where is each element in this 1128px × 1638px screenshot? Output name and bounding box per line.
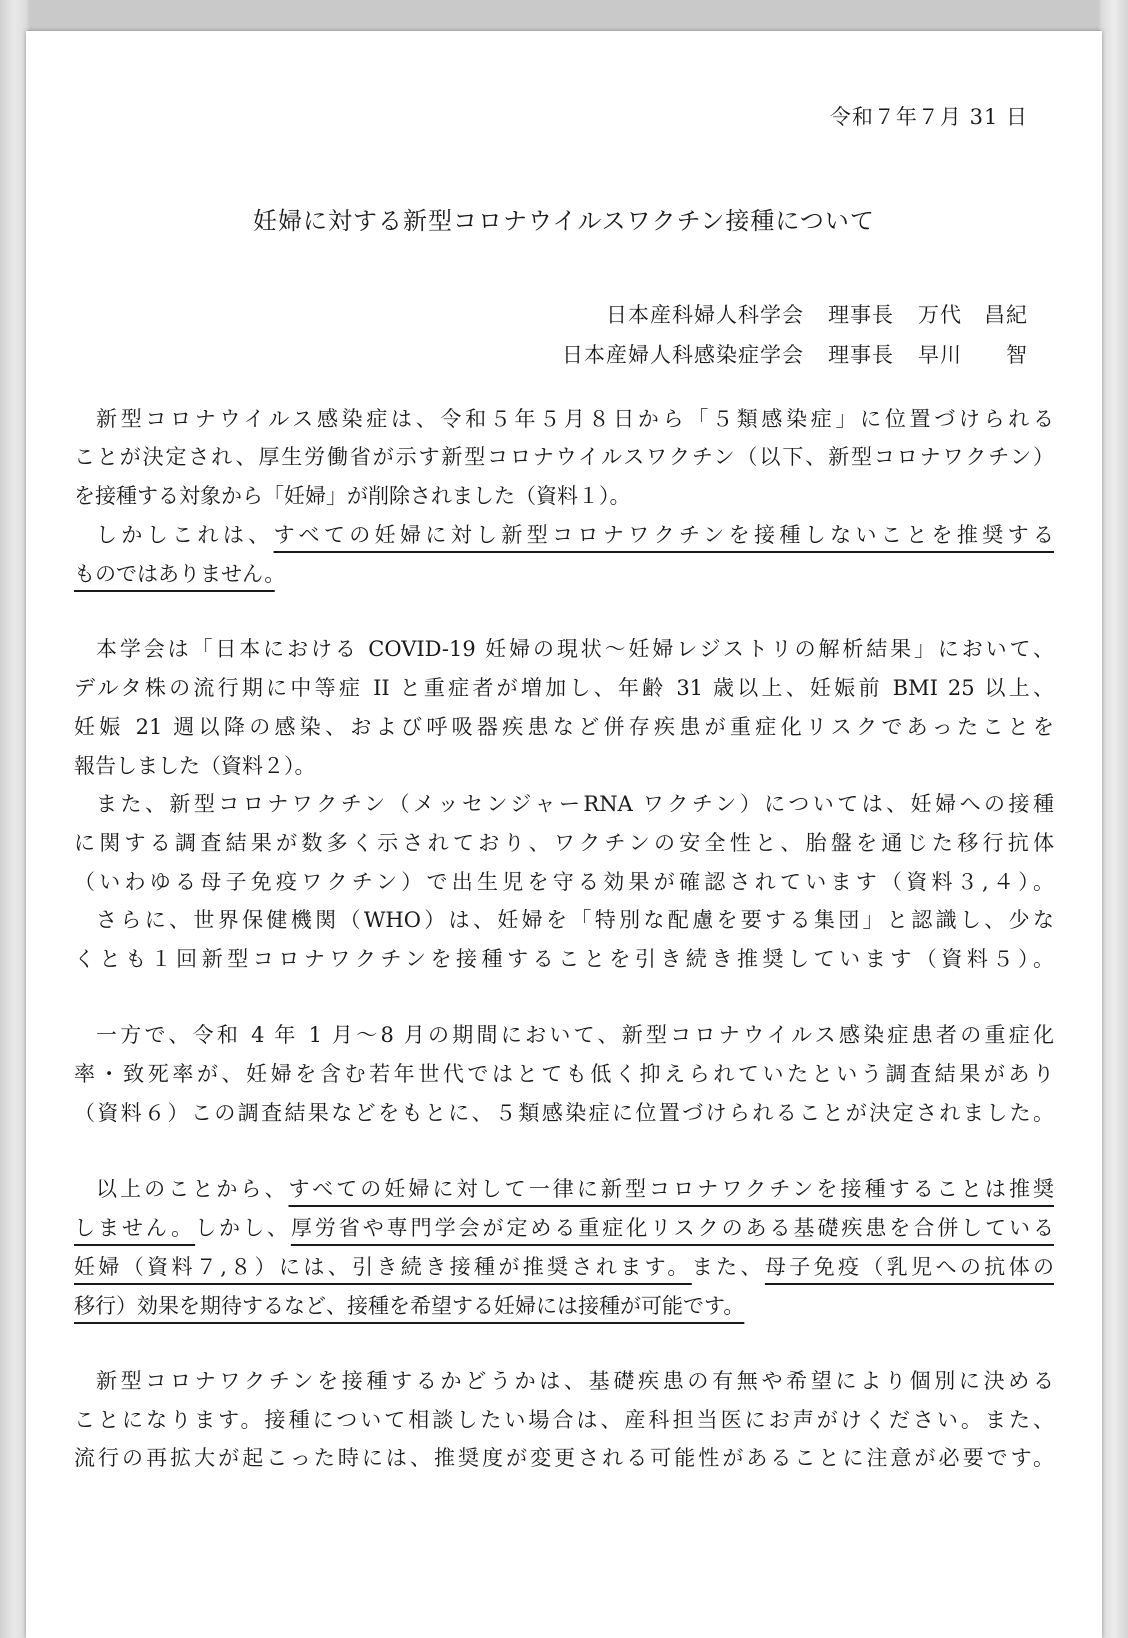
text-line: 新型コロナワクチンを接種するかどうかは、基礎疾患の有無や希望により個別に決める xyxy=(96,1369,1054,1393)
text-line: を接種する対象から「妊婦」が削除されました（資料１）。 xyxy=(74,484,631,508)
underlined-text: 妊婦（資料７,８）には、引き続き接種が推奨されます。 xyxy=(74,1255,692,1279)
text-line: （資料６）この調査結果などをもとに、５類感染症に位置づけられることが決定されました。 xyxy=(74,1101,1054,1125)
signatory-organization: 日本産婦人科感染症学会 xyxy=(562,343,804,367)
text-line: 報告しました（資料２）。 xyxy=(74,754,316,778)
text-line: 新型コロナウイルス感染症は、令和５年５月８日から「５類感染症」に位置づけられる xyxy=(96,407,1054,431)
text-segment: 以上のことから、 xyxy=(96,1177,289,1201)
text-line: デルタ株の流行期に中等症 II と重症者が増加し、年齢 31 歳以上、妊娠前 BMI 25 以上、 xyxy=(74,676,1054,700)
text-line xyxy=(74,1175,1054,1203)
text-line xyxy=(74,1292,1054,1320)
text-segment: また、 xyxy=(691,1255,765,1279)
underlined-text: しません。 xyxy=(74,1216,196,1240)
text-line: （いわゆる母子免疫ワクチン）で出生児を守る効果が確認されています（資料３,４）。 xyxy=(74,870,1054,894)
text-line: ことが決定され、厚生労働省が示す新型コロナウイルスワクチン（以下、新型コロナワクチン） xyxy=(74,445,1054,469)
text-line: くとも１回新型コロナワクチンを接種することを引き続き推奨しています（資料５）。 xyxy=(74,947,1054,971)
text-line xyxy=(74,1253,1054,1281)
document-page xyxy=(26,31,1102,1638)
document-date: 令和７年７月 31 日 xyxy=(829,105,1028,129)
text-line: に関する調査結果が数多く示されており、ワクチンの安全性と、胎盤を通じた移行抗体 xyxy=(74,831,1054,855)
signatory-role: 理事長 xyxy=(828,303,894,327)
text-segment: しかしこれは、 xyxy=(96,523,274,547)
signatory-role: 理事長 xyxy=(828,343,894,367)
signatory-name: 万代 昌紀 xyxy=(918,303,1028,327)
underlined-text: 厚労省や専門学会が定める重症化リスクのある基礎疾患を合併している xyxy=(290,1216,1055,1240)
text-line: 妊娠 21 週以降の感染、および呼吸器疾患など併存疾患が重症化リスクであったことを xyxy=(74,715,1054,739)
signatory-name: 早川 智 xyxy=(918,343,1028,367)
signatory-1 xyxy=(606,299,1028,329)
text-line: さらに、世界保健機関（WHO）は、妊婦を「特別な配慮を要する集団」と認識し、少な xyxy=(96,908,1054,932)
underlined-text: ものではありません。 xyxy=(74,562,275,586)
text-line: 本学会は「日本における COVID-19 妊婦の現状～妊婦レジストリの解析結果」において、 xyxy=(96,637,1054,661)
signatory-2 xyxy=(562,339,1028,369)
text-line xyxy=(74,521,1054,549)
text-line: 率・致死率が、妊婦を含む若年世代ではとても低く抑えられていたという調査結果があり xyxy=(74,1062,1054,1086)
signatory-organization: 日本産科婦人科学会 xyxy=(606,303,804,327)
text-line: また、新型コロナワクチン（メッセンジャーRNA ワクチン）については、妊婦への接種 xyxy=(96,792,1054,816)
text-segment: しかし、 xyxy=(195,1216,291,1240)
text-line xyxy=(74,1214,1054,1242)
document-title: 妊婦に対する新型コロナウイルスワクチン接種について xyxy=(253,207,875,235)
underlined-text: 母子免疫（乳児への抗体の xyxy=(764,1255,1054,1279)
text-line: ことになります。接種について相談したい場合は、産科担当医にお声がけください。また、 xyxy=(74,1408,1054,1432)
text-line: 一方で、令和 4 年 1 月～8 月の期間において、新型コロナウイルス感染症患者の重症化 xyxy=(96,1023,1054,1047)
underlined-text: 移行）効果を期待するなど、接種を希望する妊婦には接種が可能です。 xyxy=(74,1294,745,1318)
text-line xyxy=(74,560,1054,588)
underlined-text: すべての妊婦に対し新型コロナワクチンを接種しないことを推奨する xyxy=(273,523,1055,547)
text-line: 流行の再拡大が起こった時には、推奨度が変更される可能性があることに注意が必要です。 xyxy=(74,1446,1054,1470)
underlined-text: すべての妊婦に対して一律に新型コロナワクチンを接種することは推奨 xyxy=(288,1177,1055,1201)
